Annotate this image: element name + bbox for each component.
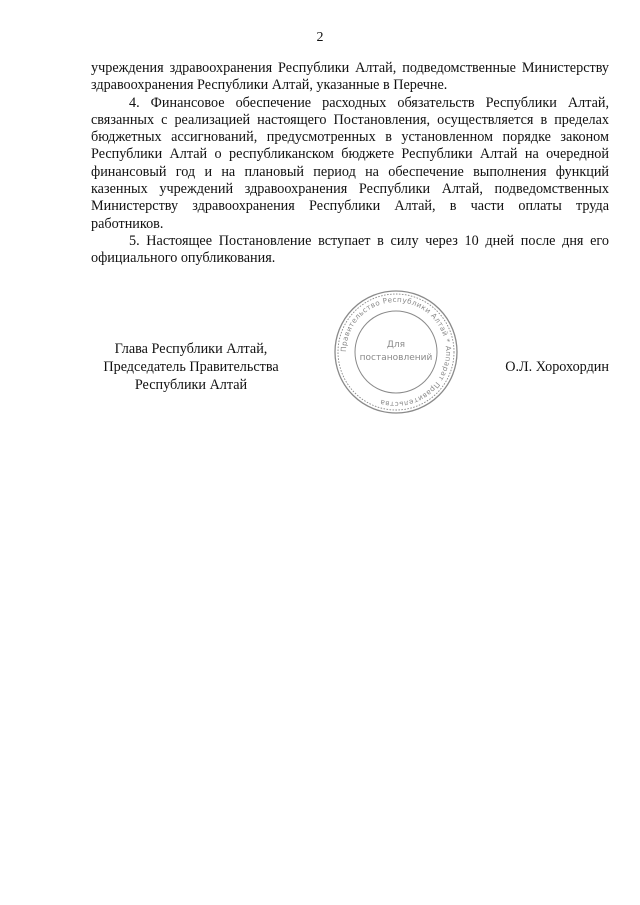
document-body: [91, 60, 609, 268]
svg-text:Правительство Республики Алтай: [339, 295, 453, 409]
signatory-position-line: Председатель Правительства: [103, 359, 279, 375]
seal-center-text: Для: [386, 340, 406, 350]
paragraph-clause-5: 5. Настоящее Постановление вступает в силу через 10 дней после дня его официального опубликования.: [91, 232, 609, 267]
signatory-position-line: Глава Республики Алтай,: [114, 341, 268, 357]
signatory-position-line: Республики Алтай: [134, 377, 248, 393]
signatory-name: О.Л. Хорохордин: [505, 359, 609, 375]
official-seal-stamp: [332, 288, 460, 416]
page-number: 2: [316, 30, 324, 45]
seal-outer-text: Правительство Республики Алтай * Аппарат Правительства: [338, 294, 454, 410]
paragraph-clause-4: 4. Финансовое обеспечение расходных обязательств Республики Алтай, связанных с реализацией настоящего Постановления, осуществляется в пределах бюджетных ассигнований, предусмотренных в установленном порядке законом Республики Алтай о республиканском бюджете Республики Алтай на очередной финансовый год и на плановый период на обеспечение выполнения функций казенных учреждений здравоохранения Республики Алтай, подведомственных Министерству здравоохранения Республики Алтай, в части оплаты труда работников.: [91, 94, 609, 232]
seal-center-text: постановлений: [359, 353, 433, 363]
paragraph-continuation: учреждения здравоохранения Республики Алтай, подведомственные Министерству здравоохранения Республики Алтай, указанные в Перечне.: [91, 60, 609, 94]
signatory-position: [91, 340, 291, 394]
